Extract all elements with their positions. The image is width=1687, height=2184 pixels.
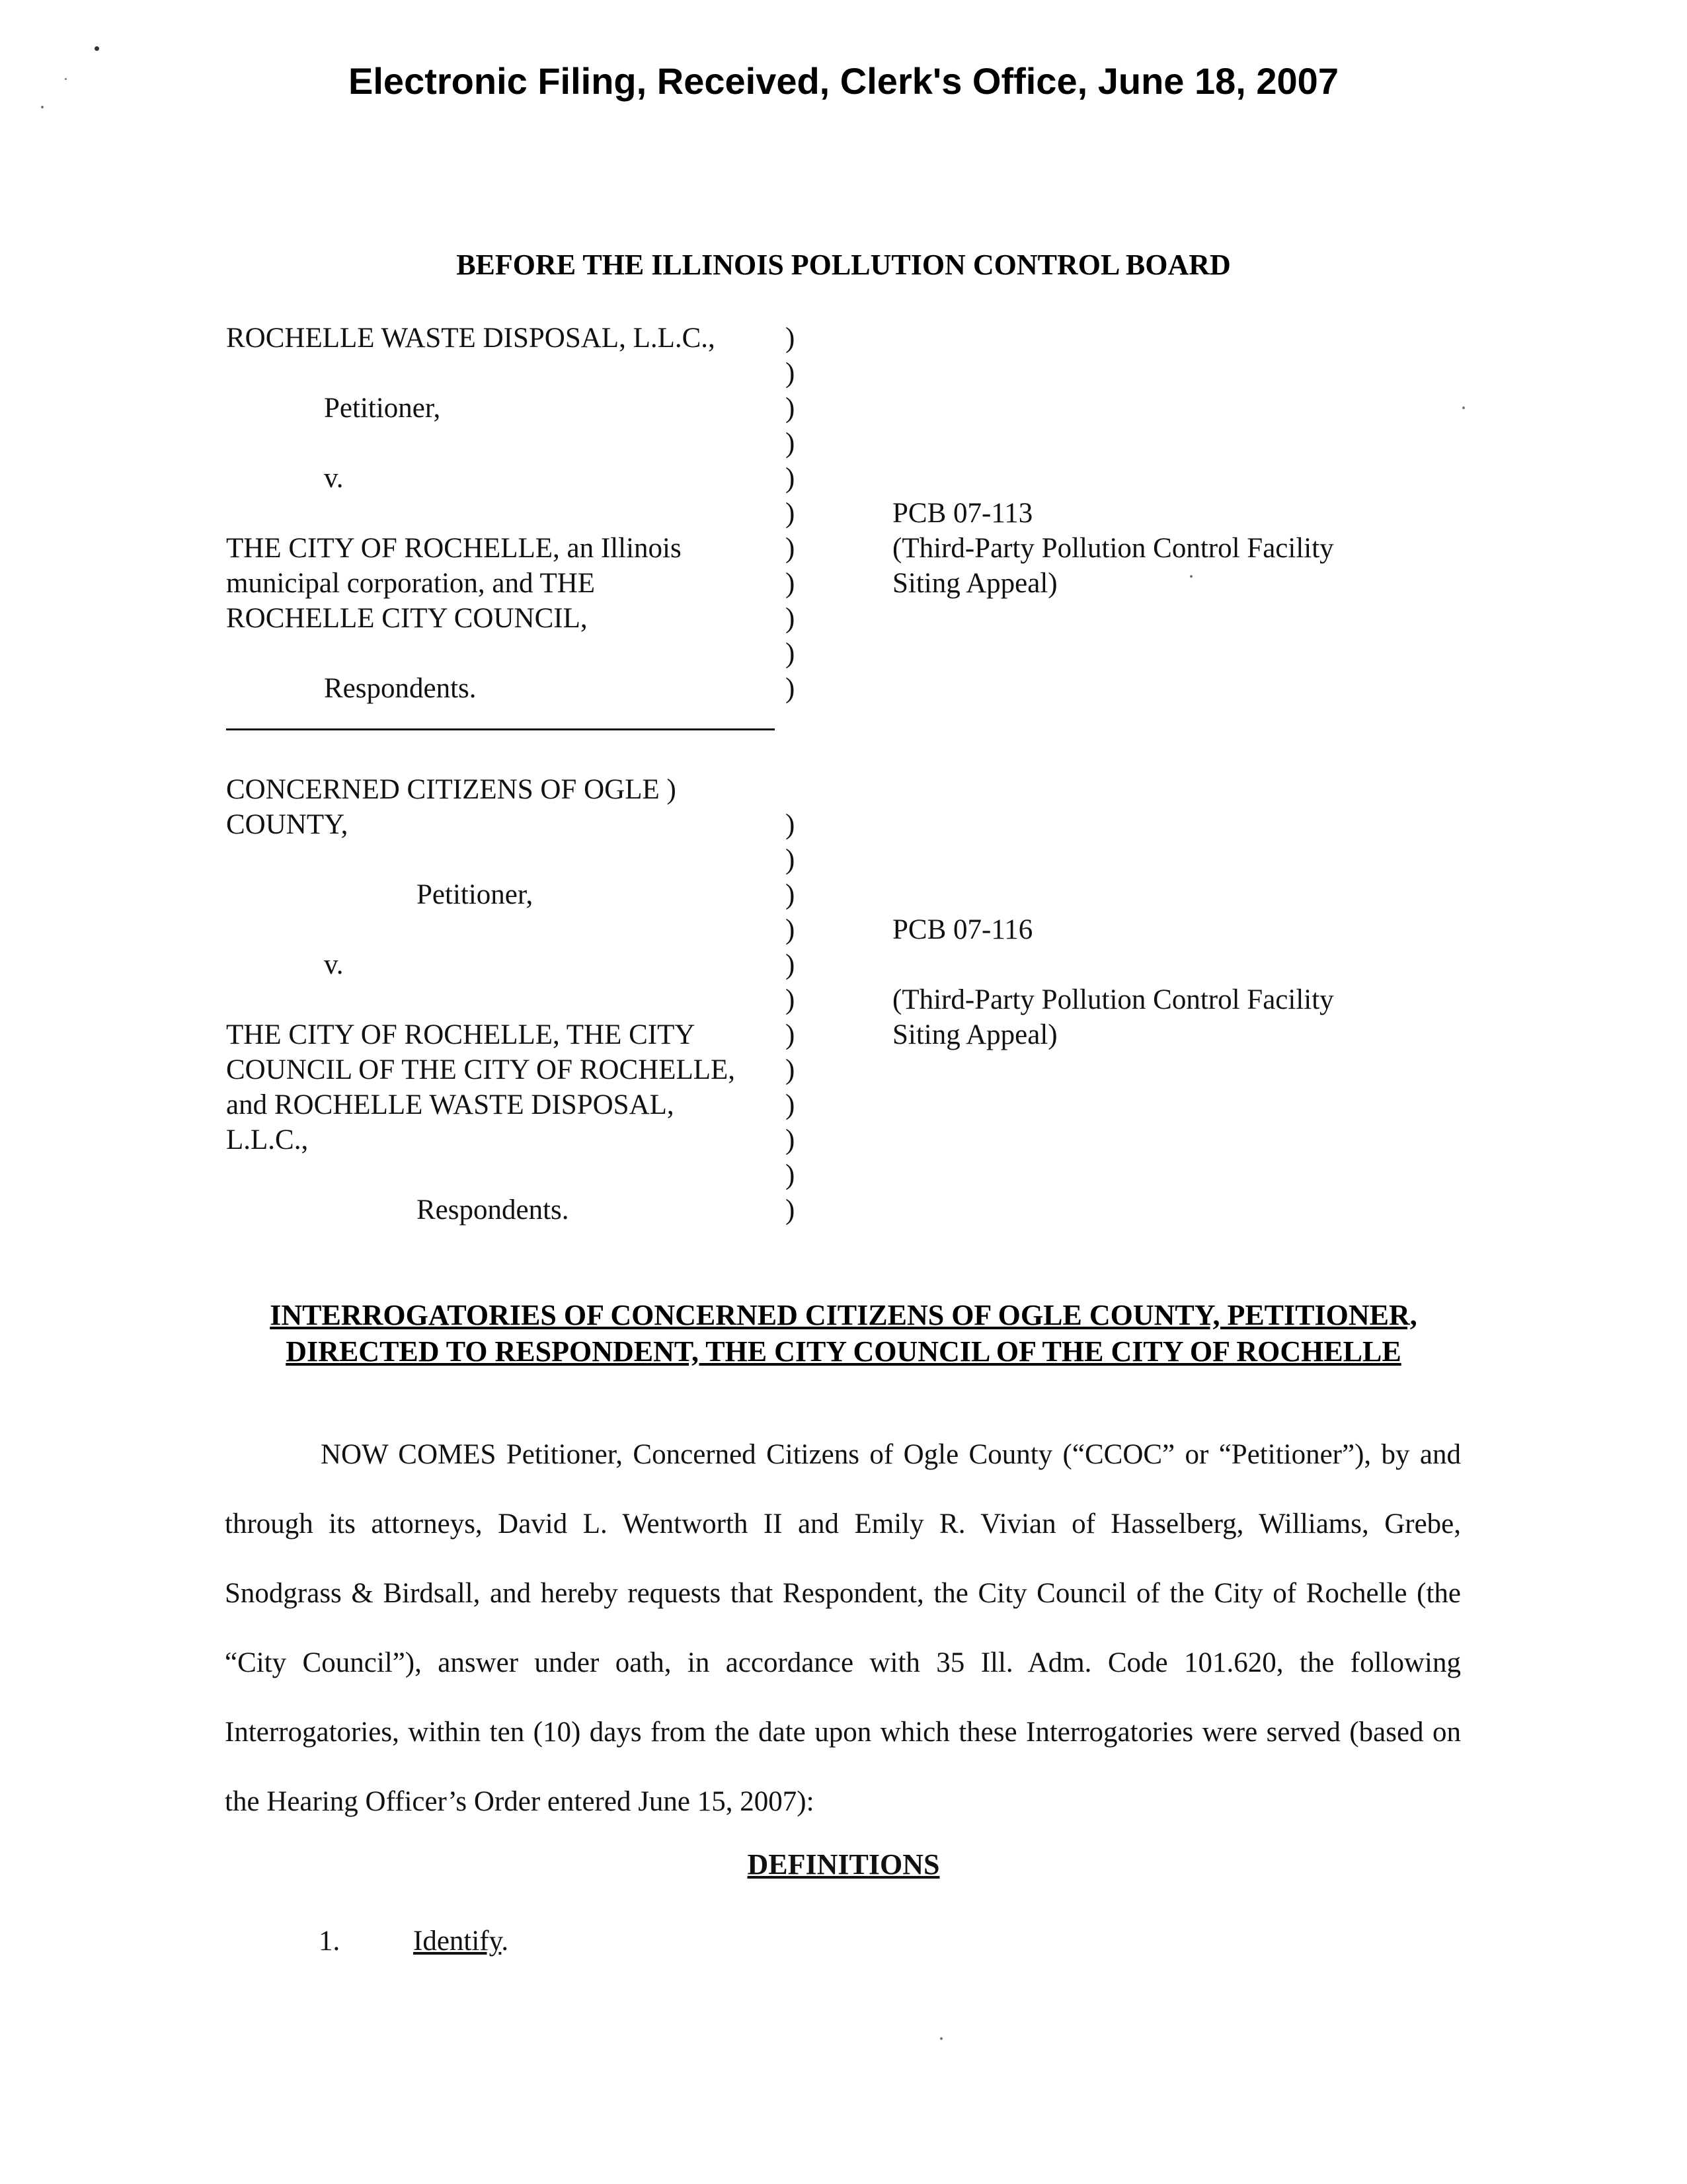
caption-paren: ) <box>785 673 795 704</box>
case2-petitioner-line-1: CONCERNED CITIZENS OF OGLE ) <box>226 774 676 805</box>
scan-speck <box>1190 575 1193 578</box>
case2-number: PCB 07-116 <box>892 914 1033 945</box>
caption-paren: ) <box>785 984 795 1015</box>
case1-petitioner-name: ROCHELLE WASTE DISPOSAL, L.L.C., <box>226 323 715 354</box>
caption-paren: ) <box>785 844 795 875</box>
caption-paren: ) <box>785 914 795 945</box>
caption-paren: ) <box>785 568 795 599</box>
scan-speck <box>65 78 67 80</box>
document-title-line-1: INTERROGATORIES OF CONCERNED CITIZENS OF OGLE COUNTY, PETITIONER, <box>270 1299 1417 1331</box>
intro-paragraph: NOW COMES Petitioner, Concerned Citizens of Ogle County (“CCOC” or “Petitioner”), by and through its attorneys, David L. Wentworth II and Emily R. Vivian of Hasselberg, Williams, Grebe, Snodgrass & Birdsall, and hereby requests that Respondent, the City Council of the City of Rochelle (the “City Council”), answer under oath, in accordance with 35 Ill. Adm. Code 101.620, the following Interrogatories, within ten (10) days from the date upon which these Interrogatories were served (based on the Hearing Officer’s Order entered June 15, 2007): <box>225 1439 1461 1817</box>
caption-paren: ) <box>785 1194 795 1226</box>
case2-respondent-line-3: and ROCHELLE WASTE DISPOSAL, <box>226 1089 674 1120</box>
caption-paren: ) <box>785 463 795 494</box>
caption-paren: ) <box>785 498 795 529</box>
case1-respondent-line-1: THE CITY OF ROCHELLE, an Illinois <box>226 533 682 564</box>
definition-term-suffix: . <box>501 1926 509 1957</box>
caption-paren: ) <box>785 428 795 459</box>
caption-paren: ) <box>785 879 795 910</box>
case1-respondent-line-3: ROCHELLE CITY COUNCIL, <box>226 603 588 634</box>
case1-respondent-role: Respondents. <box>324 673 477 704</box>
case2-respondent-role: Respondents. <box>416 1194 569 1226</box>
caption-paren: ) <box>785 1054 795 1085</box>
filing-stamp: Electronic Filing, Received, Clerk's Office, June 18, 2007 <box>348 60 1339 102</box>
caption-paren: ) <box>785 393 795 424</box>
caption-paren: ) <box>785 638 795 669</box>
caption-paren: ) <box>785 949 795 980</box>
caption-paren: ) <box>785 809 795 840</box>
caption-paren: ) <box>785 1159 795 1190</box>
case2-petitioner-role: Petitioner, <box>416 879 533 910</box>
definition-number: 1. <box>319 1926 340 1957</box>
case2-type-line-2: Siting Appeal) <box>892 1019 1058 1050</box>
scan-speck <box>1462 407 1465 409</box>
case1-type-line-1: (Third-Party Pollution Control Facility <box>892 533 1334 564</box>
document-title-line-2: DIRECTED TO RESPONDENT, THE CITY COUNCIL OF THE CITY OF ROCHELLE <box>286 1335 1401 1368</box>
case1-respondent-line-2: municipal corporation, and THE <box>226 568 596 599</box>
caption-divider <box>226 728 775 730</box>
case2-versus: v. <box>324 949 344 980</box>
scan-speck <box>95 46 99 51</box>
case2-respondent-line-4: L.L.C., <box>226 1124 309 1155</box>
definition-term: Identify <box>413 1926 502 1957</box>
case1-type-line-2: Siting Appeal) <box>892 568 1058 599</box>
definition-term-line <box>413 1924 508 1959</box>
board-heading: BEFORE THE ILLINOIS POLLUTION CONTROL BOARD <box>456 249 1231 281</box>
caption-paren: ) <box>785 1019 795 1050</box>
caption-paren: ) <box>785 323 795 354</box>
caption-paren: ) <box>785 358 795 389</box>
caption-paren: ) <box>785 603 795 634</box>
case2-type-line-1: (Third-Party Pollution Control Facility <box>892 984 1334 1015</box>
case1-petitioner-role: Petitioner, <box>324 393 441 424</box>
caption-paren: ) <box>785 533 795 564</box>
caption-paren: ) <box>785 1089 795 1120</box>
case1-number: PCB 07-113 <box>892 498 1033 529</box>
caption-paren: ) <box>785 1124 795 1155</box>
case2-respondent-line-2: COUNCIL OF THE CITY OF ROCHELLE, <box>226 1054 736 1085</box>
case2-petitioner-line-2: COUNTY, <box>226 809 348 840</box>
case1-versus: v. <box>324 463 344 494</box>
case2-respondent-line-1: THE CITY OF ROCHELLE, THE CITY <box>226 1019 695 1050</box>
scan-speck <box>41 106 44 108</box>
definitions-heading: DEFINITIONS <box>747 1848 940 1881</box>
scan-speck <box>940 2037 943 2040</box>
